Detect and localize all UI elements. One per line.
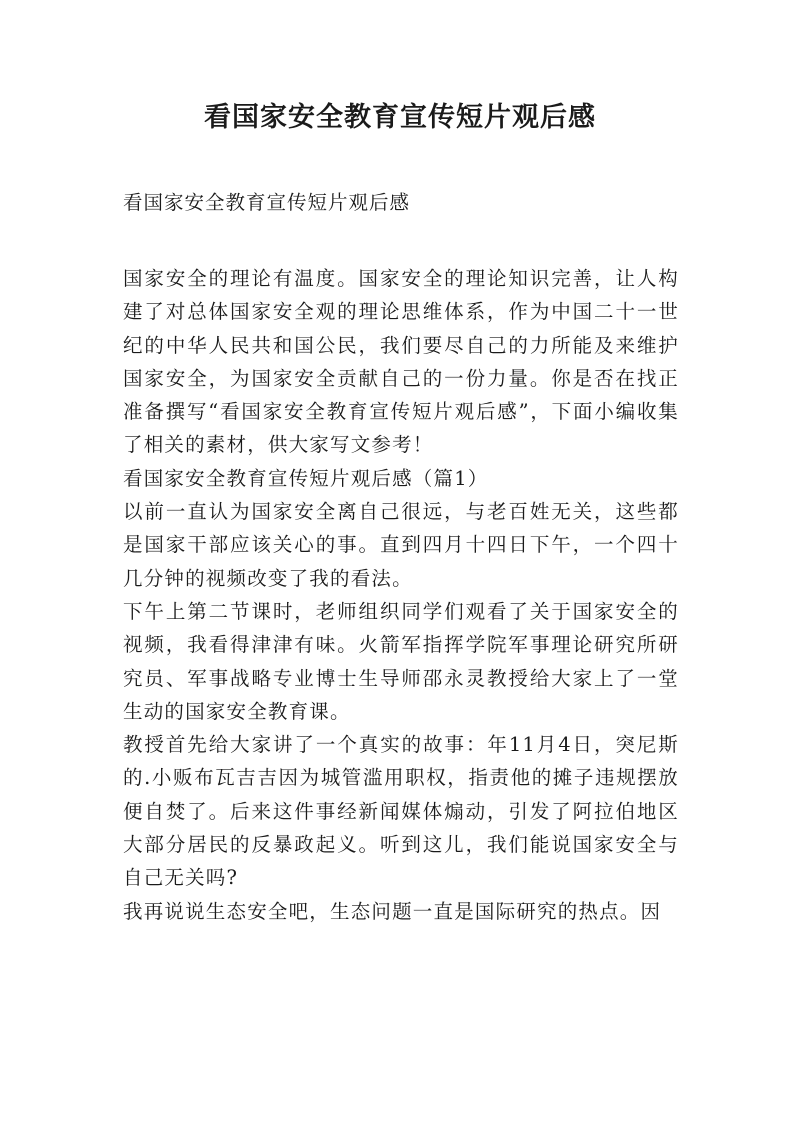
document-title: 看国家安全教育宣传短片观后感: [204, 102, 596, 133]
body-paragraph: 下午上第二节课时，老师组织同学们观看了关于国家安全的视频，我看得津津有味。火箭军指挥学院军事理论研究所研究员、军事战略专业博士生导师邵永灵教授给大家上了一堂生动的国家安全教育课。: [123, 599, 679, 723]
section-heading: 看国家安全教育宣传短片观后感（篇1）: [123, 466, 489, 490]
body-paragraph: 以前一直认为国家安全离自己很远，与老百姓无关，这些都是国家干部应该关心的事。直到四月十四日下午，一个四十几分钟的视频改变了我的看法。: [123, 500, 679, 590]
body-paragraph: 我再说说生态安全吧，生态问题一直是国际研究的热点。因: [123, 899, 662, 923]
document-body: [123, 262, 679, 928]
intro-paragraph: 国家安全的理论有温度。国家安全的理论知识完善，让人构建了对总体国家安全观的理论思维体系，作为中国二十一世纪的中华人民共和国公民，我们要尽自己的力所能及来维护国家安全，为国家安全贡献自己的一份力量。你是否在找正准备撰写“看国家安全教育宣传短片观后感”，下面小编收集了相关的素材，供大家写文参考！: [123, 267, 679, 457]
document-subtitle: 看国家安全教育宣传短片观后感: [123, 191, 411, 214]
body-paragraph: 教授首先给大家讲了一个真实的故事：年11月4日，突尼斯的.小贩布瓦吉吉因为城管滥用职权，指责他的摊子违规摆放便自焚了。后来这件事经新闻媒体煽动，引发了阿拉伯地区大部分居民的反暴政起义。听到这儿，我们能说国家安全与自己无关吗?: [123, 733, 679, 890]
